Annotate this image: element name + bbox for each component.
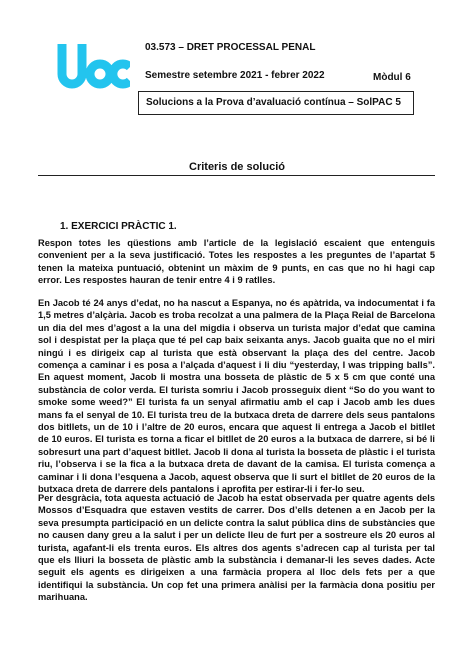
case-paragraph-1: En Jacob té 24 anys d’edat, no ha nascut a Espanya, no és apàtrida, va indocumentat i fa 1,5 metres d’alçària. Jacob es troba recolzat a una palmera de la Plaça Reial de Barcelona un dia del mes d’agost a la una del migdia i observa un turista major d’edat que camina sol i despistat per la plaça que té pel cap baix seixanta anys. Jacob guaita que no el miri ningú i es dirigeix cap al turista que està observant la plaça des del centre. Jacob comença a caminar i es posa a l’alçada d’aquest i li diu “yesterday, I was tripping balls”. En aquest moment, Jacob li mostra una bosseta de plàstic de 5 x 5 cm que conté una substància de color verda. El turista somriu i Jacob prosseguix dient “So do you want to smoke some weed?” El turista fa un senyal afirmatiu amb el cap i Jacob amb les dues mans fa el senyal de 10. El turista treu de la butxaca dreta de darrere dels seus pantalons dos bitllets, un de 10 i l’altre de 20 euros, encara que aquest li entrega a Jacob el bitllet de 10 euros. El turista es torna a ficar el bitllet de 20 euros a la butxaca de darrere, si bé li sobresurt una part d’aquest bitllet. Jacob li dona al turista la bosseta de plàstic i el turista riu, l’observa i se la fica a la butxaca dreta de davant de la camisa. El turista comença a caminar i li dona l’esquena a Jacob, aquest observa que li surt el bitllet de 20 euros de la butxaca dreta de darrere dels pantalons i aprofita per estirar-li i fer-lo seu. — [38, 298, 435, 495]
case-paragraph-2: Per desgràcia, tota aquesta actuació de Jacob ha estat observada per quatre agents dels Mossos d’Esquadra que estaven vestits de carrer. Dos d’ells detenen a en Jacob per la seva presumpta participació en un delicte contra la salut pública dins de substàncies que no causen dany greu a la salut i per un delicte lleu de furt per a sostreure els 20 euros al turista, agafant-li els trenta euros. Els altres dos agents s’adrecen cap al turista per tal que els lliuri la bosseta de plàstic amb la substància i demanar-li les seves dades. Acte seguit els agents es dirigeixen a una farmàcia propera al lloc dels fets per a que identifiqui la substància. Un cop fet una primera anàlisi per la farmàcia dona positiu per marihuana. — [38, 493, 435, 603]
uoc-logo — [56, 38, 130, 102]
exercise-title: 1. EXERCICI PRÀCTIC 1. — [60, 221, 177, 232]
course-title: 03.573 – DRET PROCESSAL PENAL — [145, 42, 316, 53]
instructions-paragraph: Respon totes les qüestions amb l’article de la legislació escaient que entenguis convenient per a la seva justificació. Totes les respostes a les preguntes de l’apartat 5 tenen la mateixa puntuació, obtenint un màxim de 9 punts, en cas que no hi hagi cap error. Les respostes hauran de tenir entre 4 i 9 ratlles. — [38, 238, 435, 286]
solutions-box — [138, 91, 414, 115]
section-title: Criteris de solució — [189, 161, 285, 173]
semester-label: Semestre setembre 2021 - febrer 2022 — [145, 70, 325, 81]
module-label: Mòdul 6 — [373, 72, 411, 83]
section-divider — [38, 175, 435, 176]
solutions-label: Solucions a la Prova d’avaluació contínua – SolPAC 5 — [146, 97, 401, 108]
